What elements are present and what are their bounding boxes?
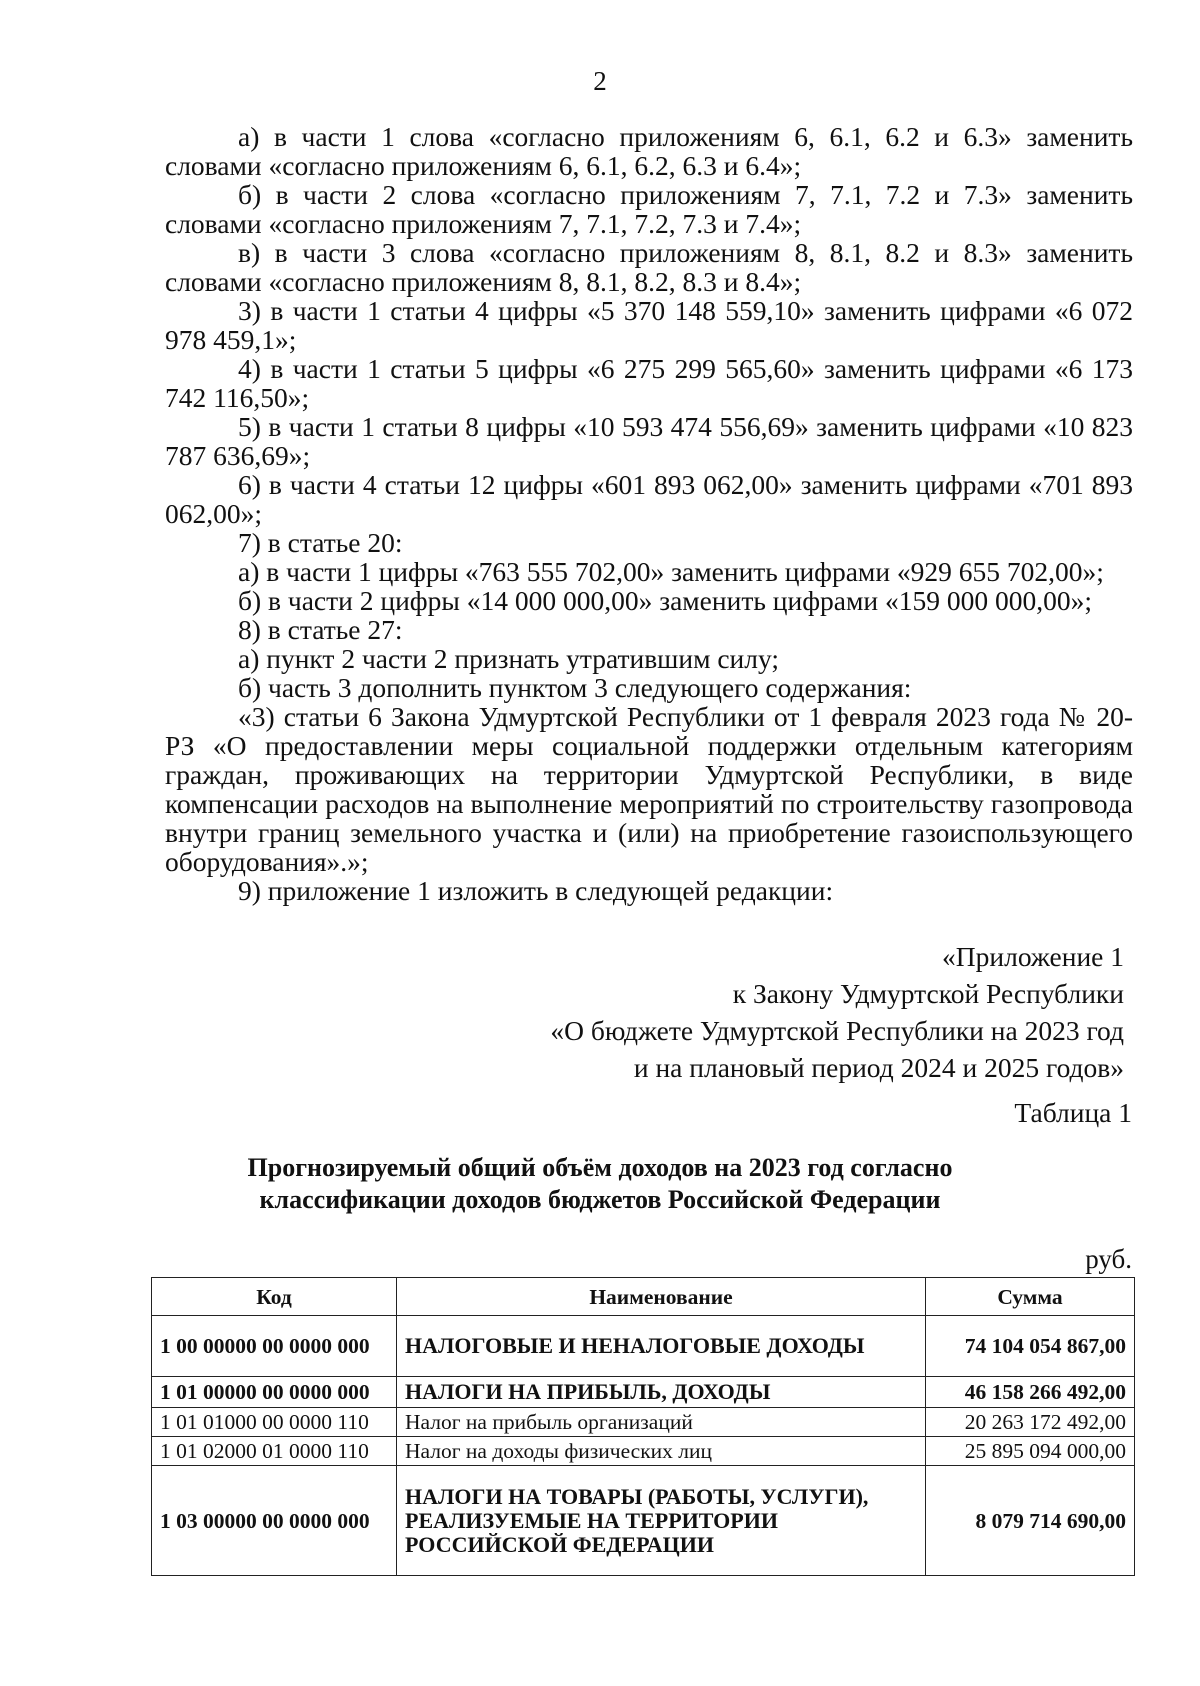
table-label: Таблица 1: [1014, 1097, 1132, 1128]
paragraph-v-part3: в) в части 3 слова «согласно приложениям 8, 8.1, 8.2 и 8.3» заменить словами «согласно приложениям 8, 8.1, 8.2, 8.3 и 8.4»;: [165, 237, 1133, 297]
paragraph-9: 9) приложение 1 изложить в следующей редакции:: [238, 875, 834, 906]
table-title-line-1: Прогнозируемый общий объём доходов на 2023 год согласно: [247, 1153, 953, 1182]
paragraph-a-part1: а) в части 1 слова «согласно приложениям 6, 6.1, 6.2 и 6.3» заменить словами «согласно приложениям 6, 6.1, 6.2, 6.3 и 6.4»;: [165, 121, 1133, 181]
appendix-heading: [550, 938, 1124, 1086]
row-name: Налог на доходы физических лиц: [397, 1437, 926, 1466]
table-row: [152, 1408, 1135, 1437]
header-name: Наименование: [397, 1278, 926, 1316]
row-sum: 46 158 266 492,00: [926, 1377, 1135, 1408]
row-sum: 74 104 054 867,00: [926, 1316, 1135, 1377]
row-sum: 8 079 714 690,00: [926, 1466, 1135, 1576]
appendix-line-4: и на плановый период 2024 и 2025 годов»: [633, 1052, 1124, 1083]
row-code: 1 01 02000 01 0000 110: [152, 1437, 397, 1466]
paragraph-5-article8: 5) в части 1 статьи 8 цифры «10 593 474 556,69» заменить цифрами «10 823 787 636,69»;: [165, 411, 1134, 471]
table-row: [152, 1316, 1135, 1377]
table-title: [0, 1152, 1200, 1216]
table-row: [152, 1466, 1135, 1576]
table-row: [152, 1437, 1135, 1466]
row-code: 1 01 01000 00 0000 110: [152, 1408, 397, 1437]
table-row: [152, 1377, 1135, 1408]
paragraph-6-article12: 6) в части 4 статьи 12 цифры «601 893 062,00» заменить цифрами «701 893 062,00»;: [165, 469, 1133, 529]
row-name: НАЛОГИ НА ТОВАРЫ (РАБОТЫ, УСЛУГИ), РЕАЛИЗУЕМЫЕ НА ТЕРРИТОРИИ РОССИЙСКОЙ ФЕДЕРАЦИИ: [397, 1466, 926, 1576]
paragraph-4-article5: 4) в части 1 статьи 5 цифры «6 275 299 565,60» заменить цифрами «6 173 742 116,50»;: [165, 353, 1133, 413]
quote-paragraph: «3) статьи 6 Закона Удмуртской Республики от 1 февраля 2023 года № 20-РЗ «О предоставлении меры социальной поддержки отдельным категориям граждан, проживающих на территории Удмуртской Республики, в виде компенсации расходов на выполнение мероприятий по строительству газопровода внутри границ земельного участка и (или) на приобретение газоиспользующего оборудования».»;: [165, 701, 1133, 877]
header-sum: Сумма: [926, 1278, 1135, 1316]
paragraph-7a: а) в части 1 цифры «763 555 702,00» заменить цифрами «929 655 702,00»;: [238, 556, 1104, 587]
row-name: НАЛОГОВЫЕ И НЕНАЛОГОВЫЕ ДОХОДЫ: [397, 1316, 926, 1377]
currency-unit: руб.: [1085, 1244, 1132, 1274]
paragraph-3-article4: 3) в части 1 статьи 4 цифры «5 370 148 559,10» заменить цифрами «6 072 978 459,1»;: [165, 295, 1133, 355]
table-header-row: [152, 1278, 1135, 1316]
paragraph-b-part2: б) в части 2 слова «согласно приложениям 7, 7.1, 7.2 и 7.3» заменить словами «согласно приложениям 7, 7.1, 7.2, 7.3 и 7.4»;: [165, 179, 1133, 239]
row-sum: 25 895 094 000,00: [926, 1437, 1135, 1466]
paragraph-8-article27: 8) в статье 27:: [238, 614, 403, 645]
paragraph-7-article20: 7) в статье 20:: [238, 527, 403, 558]
body-text: [165, 122, 1133, 905]
row-code: 1 01 00000 00 0000 000: [152, 1377, 397, 1408]
appendix-line-1: «Приложение 1: [942, 941, 1124, 972]
header-code: Код: [152, 1278, 397, 1316]
row-name: Налог на прибыль организаций: [397, 1408, 926, 1437]
row-sum: 20 263 172 492,00: [926, 1408, 1135, 1437]
appendix-line-3: «О бюджете Удмуртской Республики на 2023 год: [550, 1015, 1124, 1046]
paragraph-7b: б) в части 2 цифры «14 000 000,00» заменить цифрами «159 000 000,00»;: [238, 585, 1092, 616]
table-body: [152, 1316, 1135, 1576]
row-name: НАЛОГИ НА ПРИБЫЛЬ, ДОХОДЫ: [397, 1377, 926, 1408]
paragraph-8b: б) часть 3 дополнить пунктом 3 следующего содержания:: [238, 672, 912, 703]
revenue-table: [151, 1277, 1135, 1576]
table-title-line-2: классификации доходов бюджетов Российской Федерации: [259, 1185, 941, 1214]
page-number: 2: [593, 66, 607, 96]
row-code: 1 03 00000 00 0000 000: [152, 1466, 397, 1576]
appendix-line-2: к Закону Удмуртской Республики: [732, 978, 1124, 1009]
row-code: 1 00 00000 00 0000 000: [152, 1316, 397, 1377]
paragraph-8a: а) пункт 2 части 2 признать утратившим силу;: [238, 643, 780, 674]
